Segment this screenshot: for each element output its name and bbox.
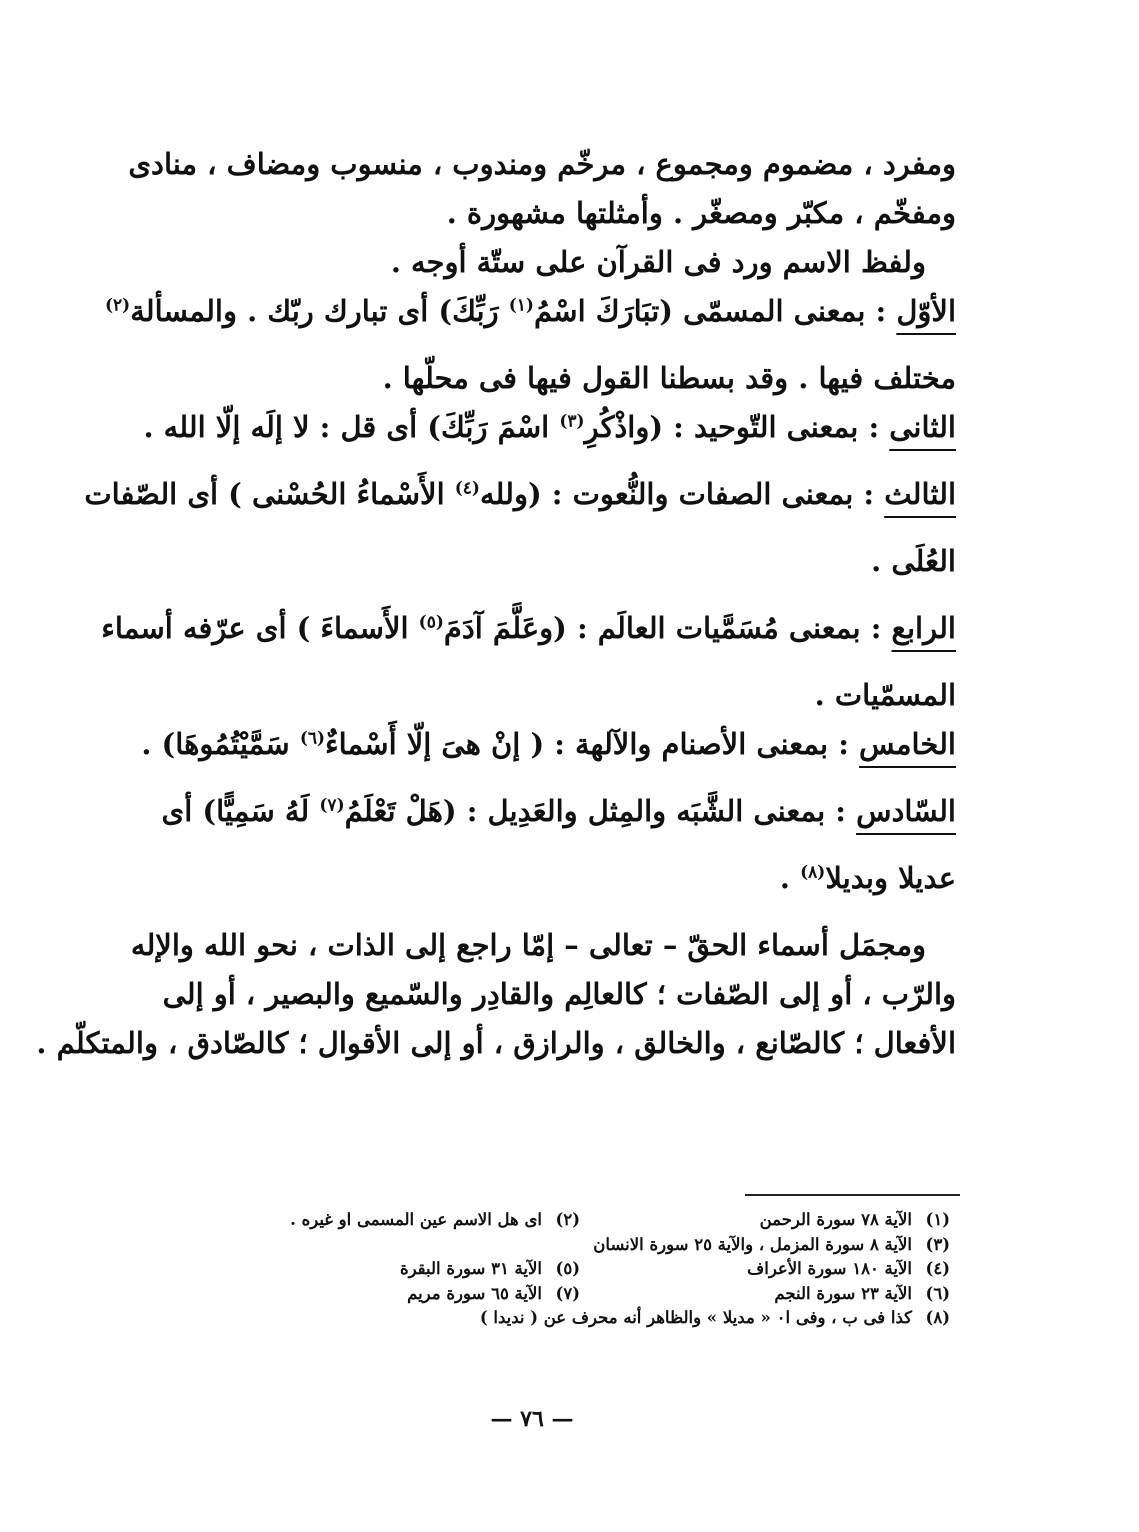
footnote-marker: (٢) [104,295,131,316]
text-line: ولفظ الاسم ورد فى القرآن على ستّة أوجه . [390,245,926,279]
footnote-row: (٦) الآية ٢٣ سورة النجم (٧) الآية ٦٥ سورة مريم [407,1283,950,1303]
meaning-2-line: الثانى : بمعنى التّوحيد : (واذْكُرِ$^{(٣)}$ اسْمَ رَبِّكَ) أى قل : لا إلَه إلّا الله . [143,410,956,444]
text-line: الأفعال ؛ كالصّانع ، والخالق ، والرازق ، أو إلى الأقوال ؛ كالصّادق ، والمتكلّم . [36,1026,956,1060]
text-line: مختلف فيها . وقد بسطنا القول فيها فى محلّها . [382,361,956,395]
footnote-marker: (٣) [559,411,585,432]
page-number: — ٧٦ — [490,1406,574,1432]
footnote-marker: (١) [508,295,534,316]
meaning-4-line: الرابع : بمعنى مُسَمَّيات العالَم : (وعَلَّمَ آدَمَ$^{(٥)}$ الأَسماءَ ) أى عرّفه أسماء [101,611,956,645]
meaning-3-line: الثالث : بمعنى الصفات والنُّعوت : (ولله$^{(٤)}$ الأَسْماءُ الحُسْنى ) أى الصّفات [84,477,956,511]
text-line: ومجمَل أسماء الحقّ – تعالى – إمّا راجع إلى الذات ، نحو الله والإله [130,928,926,962]
footnote-marker: (٧) [319,795,345,816]
meaning-6-line: السّادس : بمعنى الشَّبَه والمِثل والعَدِيل : (هَلْ تَعْلَمُ$^{(٧)}$ لَهُ سَمِيًّا) أى [161,794,956,828]
text-line: ومفخّم ، مكبّر ومصغّر . وأمثلتها مشهورة . [446,196,956,230]
footnote-row: (١) الآية ٧٨ سورة الرحمن (٢) اى هل الاسم عين المسمى او غيره . [290,1210,950,1229]
footnote-row: (٤) الآية ١٨٠ سورة الأعراف (٥) الآية ٣١ سورة البقرة [399,1259,950,1278]
footnote-marker: (٦) [299,728,326,749]
meaning-heading: الثالث [884,477,956,511]
text-line: المسمّيات . [814,678,956,712]
meaning-heading: الأوّل [896,294,956,328]
footnote-marker: (٤) [454,478,480,499]
text-line: العُلَى . [871,544,956,578]
text-line: ومفرد ، مضموم ومجموع ، مرخّم ومندوب ، منسوب ومضاف ، منادى [128,147,956,181]
meaning-5-line: الخامس : بمعنى الأصنام والآلهة : ( إنْ هىَ إلّا أَسْماءٌ$^{(٦)}$ سَمَّيْتُمُوهَا) . [141,727,956,761]
meaning-heading: الرابع [891,611,956,645]
footnotes [110,1208,950,1331]
meaning-heading: الثانى [889,410,956,444]
text-line: عديلا وبديلا$^{(٨)}$ . [779,861,956,895]
main-text [36,140,956,1068]
text-line: والرّب ، أو إلى الصّفات ؛ كالعالِم والقادِر والسّميع والبصير ، أو إلى [162,977,956,1011]
footnote-row: (٣) الآية ٨ سورة المزمل ، والآية ٢٥ سورة الانسان [593,1234,950,1254]
footnote-row: (٨) كذا فى ب ، وفى ا٠ « مديلا » والظاهر أنه محرف عن ( نديدا ) [479,1308,950,1327]
meaning-heading: السّادس [856,794,956,828]
meaning-heading: الخامس [859,727,956,761]
meaning-1-line: الأوّل : بمعنى المسمّى (تبَارَكَ اسْمُ$^{(١)}$ رَبِّكَ) أى تبارك ربّك . والمسألة$^{(٢)}$ [104,294,956,328]
footnote-divider [745,1194,960,1196]
footnote-marker: (٨) [800,862,826,883]
footnote-marker: (٥) [418,612,444,633]
